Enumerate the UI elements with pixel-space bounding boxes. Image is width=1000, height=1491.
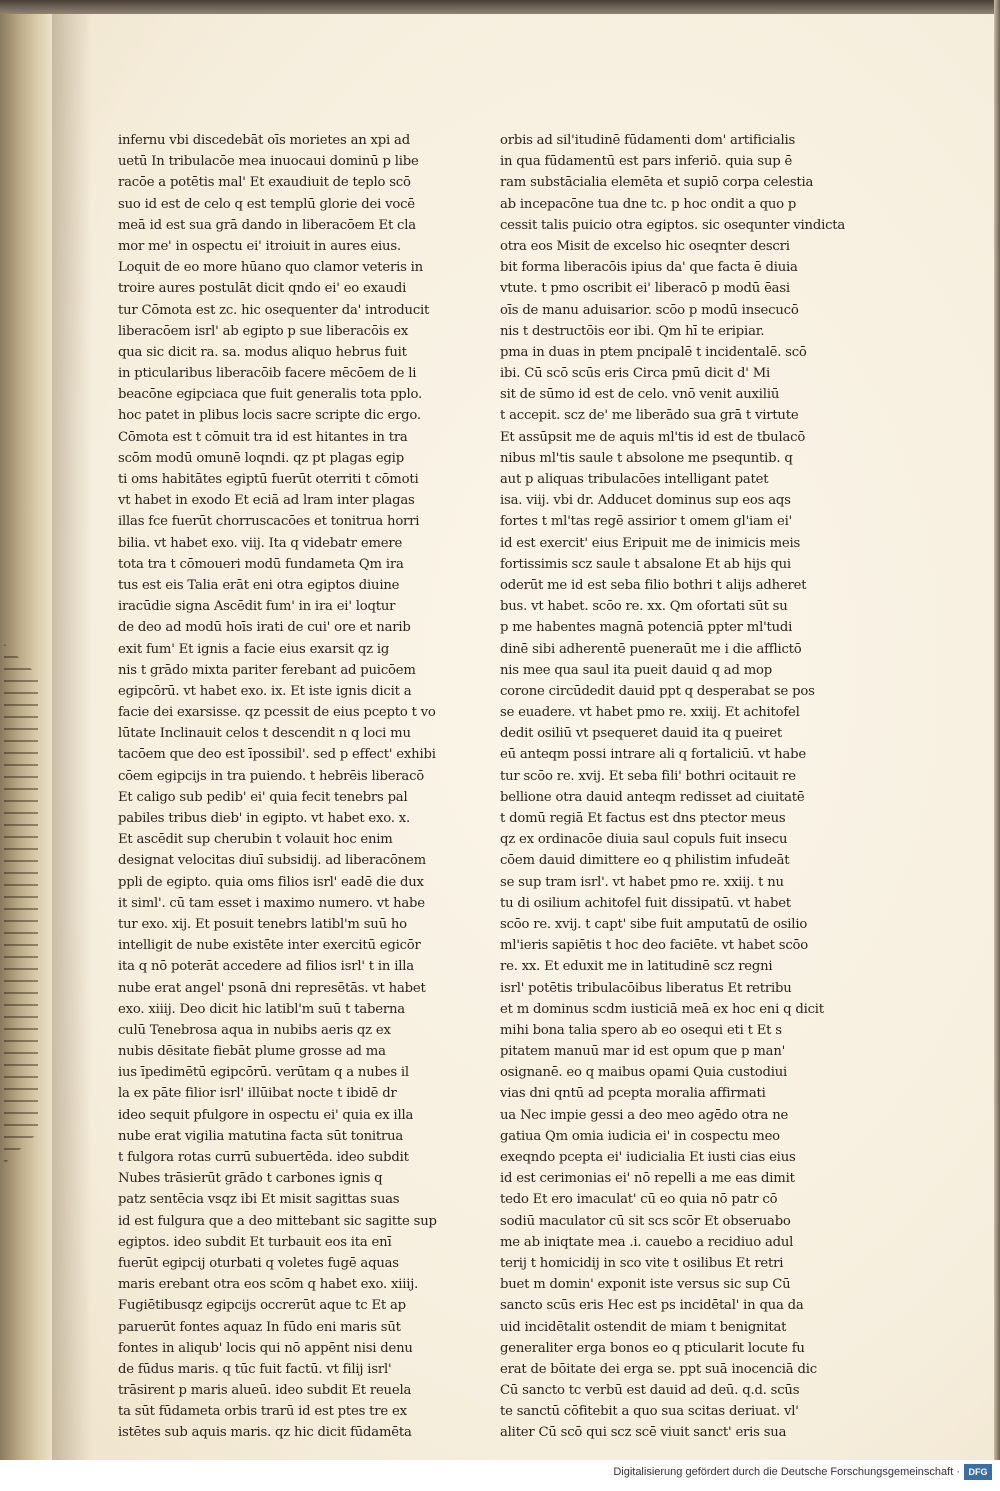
text-line: ppli de egipto. quia oms filios isrl' eadē die dux — [118, 874, 424, 890]
text-line: se sup tram isrl'. vt habet pmo re. xxiij. t nu — [500, 874, 784, 890]
text-line: troire aures postulāt dicit qndo ei' eo exaudi — [118, 281, 407, 297]
text-line: qz ex ordinacōe diuia saul copuls fuit insecu — [500, 832, 788, 848]
text-line: Et caligo sub pedib' ei' quia fecit tenebrs pal — [118, 789, 408, 805]
text-line: lūtate Inclinauit celos t descendit n q loci mu — [118, 726, 411, 742]
text-line: ibi. Cū scō scūs eris Circa pmū dicit d' Mi — [500, 366, 771, 382]
text-line: t accepit. scz de' me liberādo sua grā t virtute — [500, 408, 799, 424]
text-line: exit fum' Et ignis a facie eius exarsit qz ig — [118, 641, 390, 657]
text-line: Loquit de eo more hūano quo clamor veteris in — [118, 260, 423, 276]
text-line: se euadere. vt habet pmo re. xxiij. Et achitofel — [500, 705, 800, 721]
text-line: vias dni qntū ad pcepta moralia affirmati — [500, 1086, 766, 1102]
text-line: orbis ad sil'itudinē fūdamenti dom' artificialis — [500, 133, 796, 148]
text-line: nubis dēsitate fiebāt plume grosse ad ma — [118, 1044, 386, 1060]
text-line: tu di osilium achitofel fuit dissipatū. vt habet — [500, 895, 791, 911]
text-line: id est cerimonias ei' nō repelli a me eas dimit — [500, 1171, 795, 1187]
text-line: pitatem manuū mar id est opum que p man' — [500, 1044, 786, 1060]
text-line: egiptos. ideo subdit Et turbauit eos ita enī — [118, 1234, 392, 1250]
text-line: erat de bōitate dei erga se. ppt suā inocenciā dic — [500, 1361, 817, 1377]
text-line: racōe a potētis mal' Et exaudiuit de teplo scō — [118, 175, 411, 191]
text-line: generaliter erga bonos eo q pticularit locute fu — [500, 1340, 805, 1356]
text-line: nube erat vigilia matutina facta sūt tonitrua — [118, 1128, 404, 1144]
text-line: corone circūdedit dauid ppt q desperabat se pos — [500, 683, 815, 699]
text-line: illas fce fuerūt chorruscacōes et tonitrua horri — [118, 514, 420, 530]
text-line: cōem dauid dimittere eo q philistim infudeāt — [500, 853, 790, 869]
text-line: fortes t ml'tas regē assirior t omem gl'iam ei' — [500, 514, 793, 530]
text-line: paruerūt fontes aquaz In fūdo eni maris sūt — [118, 1319, 401, 1335]
text-line: ta sūt fūdameta orbis trarū id est ptes tre ex — [118, 1404, 407, 1420]
text-line: intelligit de nube existēte inter exercitū egicōr — [118, 938, 421, 954]
text-line: aut p aliquas tribulacōes intelligant patet — [500, 472, 769, 487]
text-line: dinē sibi adherentē pueneraūt me i die afflictō — [500, 641, 802, 657]
text-line: nis mee qua saul ita pueit dauid q ad mop — [500, 662, 772, 678]
text-line: Cū sancto tc verbū est dauid ad deū. q.d. scūs — [500, 1383, 800, 1399]
text-line: Cōmota est t cōmuit tra id est hitantes in tra — [118, 429, 408, 445]
text-line: ua Nec impie gessi a deo meo agēdo otra ne — [500, 1107, 789, 1123]
text-line: ius īpedimētū egipcōrū. verūtam q a nubes il — [118, 1065, 409, 1081]
text-line: liberacōem isrl' ab egipto p sue liberacōis ex — [118, 323, 409, 339]
funding-credit: Digitalisierung gefördert durch die Deutsche Forschungsgemeinschaft · — [613, 1466, 960, 1478]
text-line: me ab iniqtate mea .i. cauebo a recidiuo adul — [500, 1234, 794, 1250]
text-line: de deo ad modū hoīs irati de cui' ore et narib — [118, 620, 411, 636]
facing-page-fragment — [4, 644, 38, 1164]
text-line: meā id est sua grā dando in liberacōem Et cla — [118, 217, 416, 233]
text-line: id est fulgura que a deo mittebant sic sagitte sup — [118, 1213, 437, 1229]
right-text-column — [500, 130, 846, 1444]
text-line: patz sentēcia vsqz ibi Et misit sagittas suas — [118, 1192, 400, 1208]
scanner-background — [0, 0, 1000, 14]
text-line: nube erat angel' psonā dni represētās. vt habet — [118, 980, 426, 996]
text-line: exo. xiiij. Deo dicit hic latibl'm suū t taberna — [118, 1001, 405, 1017]
text-line: tedo Et ero imaculat' cū eo quia nō patr cō — [500, 1192, 778, 1208]
text-line: tus est eis Talia erāt eni otra egiptos diuine — [118, 577, 400, 593]
text-line: ram substācialia elemēta et supiō corpa celestia — [500, 175, 814, 191]
text-line: ti oms habitātes egiptū fuerūt oterriti t cōmoti — [118, 472, 419, 487]
text-line: cessit talis puicio otra egiptos. sic osequnter vindicta — [500, 217, 846, 233]
text-line: cōem egipcijs in tra puiendo. t hebrēis liberacō — [118, 768, 425, 784]
text-line: in pticularibus liberacōib facere mēcōem de li — [118, 366, 417, 382]
left-text-column — [118, 130, 437, 1444]
text-line: id est exercit' eius Eripuit me de inimicis meis — [500, 535, 801, 551]
text-line: vtute. t pmo oscribit ei' liberacō p modū ēasi — [500, 281, 790, 297]
text-line: ideo sequit pfulgore in ospectu ei' quia ex illa — [118, 1107, 414, 1123]
text-line: facie dei exarsisse. qz pcessit de eius pcepto t vo — [118, 705, 436, 721]
text-line: fontes in aliqub' locis qui nō appēnt nisi denu — [118, 1340, 413, 1356]
text-line: isa. viij. vbi dr. Adducet dominus sup eos aqs — [500, 493, 791, 509]
text-line: nibus ml'tis saule t absolone me psequntib. q — [500, 450, 793, 466]
text-line: pabiles tribus dieb' in egipto. vt habet exo. x. — [118, 811, 410, 826]
text-line: oīs de manu aduisarior. scōo p modū insecucō — [500, 302, 799, 318]
page-edge — [994, 0, 1000, 1460]
text-line: vt habet in exodo Et eciā ad lram inter plagas — [118, 493, 415, 509]
text-line: pma in duas in ptem pncipalē t incidentalē. scō — [500, 344, 807, 360]
text-line: la ex pāte filior isrl' illūibat nocte t ibidē dr — [118, 1086, 397, 1102]
text-line: maris erebant otra eos scōm q habet exo. xiiij. — [118, 1277, 419, 1293]
text-line: mor me' in ospectu ei' itroiuit in aures eius. — [118, 238, 401, 254]
text-line: Et ascēdit sup cherubin t volauit hoc enim — [118, 832, 393, 848]
text-line: aliter Cū scō qui scz scē viuit sanct' eris sua — [500, 1425, 787, 1441]
text-line: uetū In tribulacōe mea inuocaui dominū p libe — [118, 154, 419, 170]
book-edge — [0, 14, 52, 1460]
text-line: egipcōrū. vt habet exo. ix. Et iste ignis dicit a — [118, 683, 412, 699]
text-line: infernu vbi discedebāt oīs morietes an xpi ad — [118, 133, 410, 148]
text-line: hoc patet in plibus locis sacre scripte dic ergo. — [118, 408, 421, 424]
text-line: scōm modū omunē loqndi. qz pt plagas egip — [118, 450, 404, 466]
text-line: istētes sub aquis maris. qz hic dicit fūdamēta — [118, 1425, 412, 1441]
text-line: uid incidētalit ostendit de miam t benignitat — [500, 1319, 787, 1335]
text-line: sit de sūmo id est de celo. vnō venit auxiliū — [500, 387, 780, 403]
text-line: t domū regiā Et factus est dns ptector meus — [500, 811, 786, 826]
text-line: trāsirent p maris alueū. ideo subdit Et reuela — [118, 1383, 412, 1399]
text-line: sancto scūs eris Hec est ps incidētal' in qua da — [500, 1298, 804, 1314]
text-line: nis t grādo mixta pariter ferebant ad puicōem — [118, 662, 416, 678]
text-line: Fugiētibusqz egipcijs occrerūt aque tc Et ap — [118, 1298, 406, 1314]
text-line: nis t destructōis eor ibi. Qm hī te eripiar. — [500, 323, 765, 339]
text-line: qua sic dicit ra. sa. modus aliquo hebrus fuit — [118, 344, 407, 360]
text-line: tota tra t cōmoueri modū fundameta Qm ira — [118, 556, 404, 572]
text-line: ml'ieris sapiētis t hoc deo faciēte. vt habet scōo — [500, 938, 809, 954]
text-line: sodiū maculator cū sit scs scōr Et obseruabo — [500, 1213, 791, 1229]
text-line: eū anteqm possi intrare ali q fortaliciū. vt habe — [500, 747, 806, 763]
text-line: gatiua Qm omia iudicia ei' in cospectu meo — [500, 1128, 780, 1144]
text-line: terij t homicidij in sco vite t osilibus Et retri — [500, 1255, 784, 1271]
text-line: bellione otra dauid anteqm redisset ad ciuitatē — [500, 789, 805, 805]
text-line: iracūdie signa Ascēdit fum' in ira ei' loqtur — [118, 599, 396, 615]
text-line: scōo re. xvij. t capt' sibe fuit amputatū de osilio — [500, 916, 808, 932]
text-line: et m dominus scdm iusticiā meā ex hoc eni q dicit — [500, 1001, 824, 1017]
text-line: bilia. vt habet exo. viij. Ita q videbatr emere — [118, 535, 403, 551]
text-line: tacōem que deo est īpossibil'. sed p effect' exhibi — [118, 747, 436, 763]
text-line: Et assūpsit me de aquis ml'tis id est de tbulacō — [500, 429, 806, 445]
text-line: de fūdus maris. q tūc fuit factū. vt filij isrl' — [118, 1361, 392, 1377]
text-line: osignanē. eo q maibus opami Quia custodiui — [500, 1065, 788, 1081]
text-line: in qua fūdamentū est pars inferiō. quia sup ē — [500, 154, 793, 170]
text-line: bit forma liberacōis ipius da' que facta ē diuia — [500, 260, 798, 276]
text-line: fortissimis scz saule t absalone Et ab hijs qui — [500, 556, 791, 572]
text-line: dedit osiliū vt psequeret dauid ita q pueiret — [500, 726, 782, 742]
text-line: ita q nō poterāt accedere ad filios isrl' t in illa — [118, 959, 414, 975]
text-line: re. xx. Et eduxit me in latitudinē scz regni — [500, 959, 773, 975]
text-line: tur scōo re. xvij. Et seba fili' bothri ocitauit re — [500, 768, 796, 784]
text-line: it siml'. cū tam esset i maximo numero. vt habe — [118, 895, 425, 911]
text-line: exeqndo pcepta ei' iudicialia Et iusti cias eius — [500, 1150, 796, 1165]
text-line: tur Cōmota est zc. hic osequenter da' introducit — [118, 302, 430, 318]
text-line: buet m domin' exponit iste versus sic sup Cū — [500, 1277, 791, 1293]
text-line: ab incepacōne tua dne tc. p hoc ondit a quo p — [500, 196, 797, 212]
dfg-logo: DFG — [964, 1464, 992, 1480]
text-line: designat velocitas diuī subsidij. ad liberacōnem — [118, 853, 426, 869]
text-line: beacōne egipciaca que fuit generalis tota pplo. — [118, 387, 423, 403]
text-line: isrl' potētis tribulacōibus liberatus Et retribu — [500, 980, 792, 996]
text-line: te sanctū cōfitebit a quo sua scitas deriuat. vl' — [500, 1404, 799, 1420]
text-line: tur exo. xij. Et posuit tenebrs latibl'm suū ho — [118, 916, 407, 932]
text-line: t fulgora rotas currū subuertēda. ideo subdit — [118, 1150, 409, 1165]
text-line: Nubes trāsierūt grādo t carbones ignis q — [118, 1171, 383, 1187]
text-line: mihi bona talia spero ab eo osequi eti t Et s — [500, 1022, 782, 1038]
text-line: fuerūt egipcij oturbati q voletes fugē aquas — [118, 1255, 399, 1271]
text-line: p me habentes magnā potenciā ppter ml'tudi — [500, 620, 793, 636]
gutter-shadow — [52, 14, 92, 1460]
text-line: culū Tenebrosa aqua in nubibs aeris qz ex — [118, 1022, 391, 1038]
text-line: oderūt me id est seba filio bothri t alijs adheret — [500, 577, 807, 593]
text-line: suo id est de celo q est templū glorie dei vocē — [118, 196, 415, 212]
text-line: bus. vt habet. scōo re. xx. Qm ofortati sūt su — [500, 599, 788, 615]
text-line: otra eos Misit de excelso hic oseqnter descri — [500, 238, 790, 254]
